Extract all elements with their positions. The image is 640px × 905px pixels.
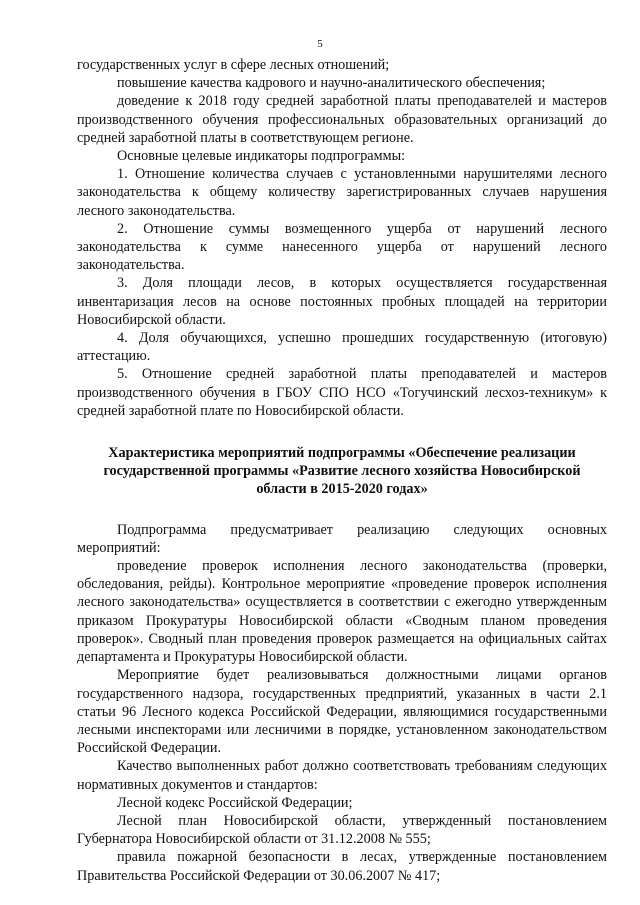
paragraph: Качество выполненных работ должно соответствовать требованиям следующих нормативных документов и стандартов: — [77, 758, 607, 793]
normative-document-item: Лесной кодекс Российской Федерации; — [117, 794, 353, 811]
indicator-item: 1. Отношение количества случаев с установленными нарушителями лесного законодательства к общему количеству зарегистрированных случаев нарушения лесного законодательства. — [77, 166, 607, 219]
indicator-item: 5. Отношение средней заработной платы преподавателей и мастеров производственного обучения в ГБОУ СПО НСО «Тогучинский лесхоз-техникум» к средней заработной плате по Новосибирской области. — [77, 366, 607, 419]
document-body — [77, 56, 607, 885]
indicator-item: 4. Доля обучающихся, успешно прошедших государственную (итоговую) аттестацию. — [77, 330, 607, 365]
normative-document-item: правила пожарной безопасности в лесах, утвержденные постановлением Правительства Российской Федерации от 30.06.2007 № 417; — [77, 849, 607, 884]
paragraph: доведение к 2018 году средней заработной платы преподавателей и мастеров производственного обучения профессиональных образовательных организаций до средней заработной платы в соответствующем регионе. — [77, 93, 607, 146]
indicator-item: 2. Отношение суммы возмещенного ущерба от нарушений лесного законодательства к сумме нанесенного ущерба от нарушений лесного законодательства. — [77, 220, 607, 274]
paragraph: Подпрограмма предусматривает реализацию следующих основных мероприятий: — [77, 521, 607, 556]
paragraph: повышение качества кадрового и научно-аналитического обеспечения; — [117, 75, 546, 92]
normative-document-item: Лесной план Новосибирской области, утвержденный постановлением Губернатора Новосибирской области от 31.12.2008 № 555; — [77, 812, 607, 848]
section-heading: Характеристика мероприятий подпрограммы «Обеспечение реализации государственной программы «Развитие лесного хозяйства Новосибирской области в 2015-2020 годах» — [103, 445, 581, 498]
paragraph: государственных услуг в сфере лесных отношений; — [77, 57, 390, 73]
paragraph: Основные целевые индикаторы подпрограммы: — [117, 148, 406, 165]
paragraph: Мероприятие будет реализовываться должностными лицами органов государственного надзора, государственных предприятий, указанных в части 2.1 статьи 96 Лесного кодекса Российской Федерации, являющимися государственными лесными инспекторами или лесничими в порядке, установленном законодательством Российской Федерации. — [77, 667, 607, 757]
indicator-item: 3. Доля площади лесов, в которых осуществляется государственная инвентаризация лесов на основе постоянных пробных площадей на территории Новосибирской области. — [77, 275, 607, 328]
paragraph: проведение проверок исполнения лесного законодательства (проверки, обследования, рейды). Контрольное мероприятие «проведение проверок исполнения лесного законодательства» осуществляется в соответствии с ежегодно утвержденным приказом Прокуратуры Новосибирской области «Сводным планом проведения проверок». Сводный план проведения проверок размещается на официальных сайтах департамента и Прокуратуры Новосибирской области. — [77, 558, 607, 666]
page-number: 5 — [317, 38, 323, 50]
